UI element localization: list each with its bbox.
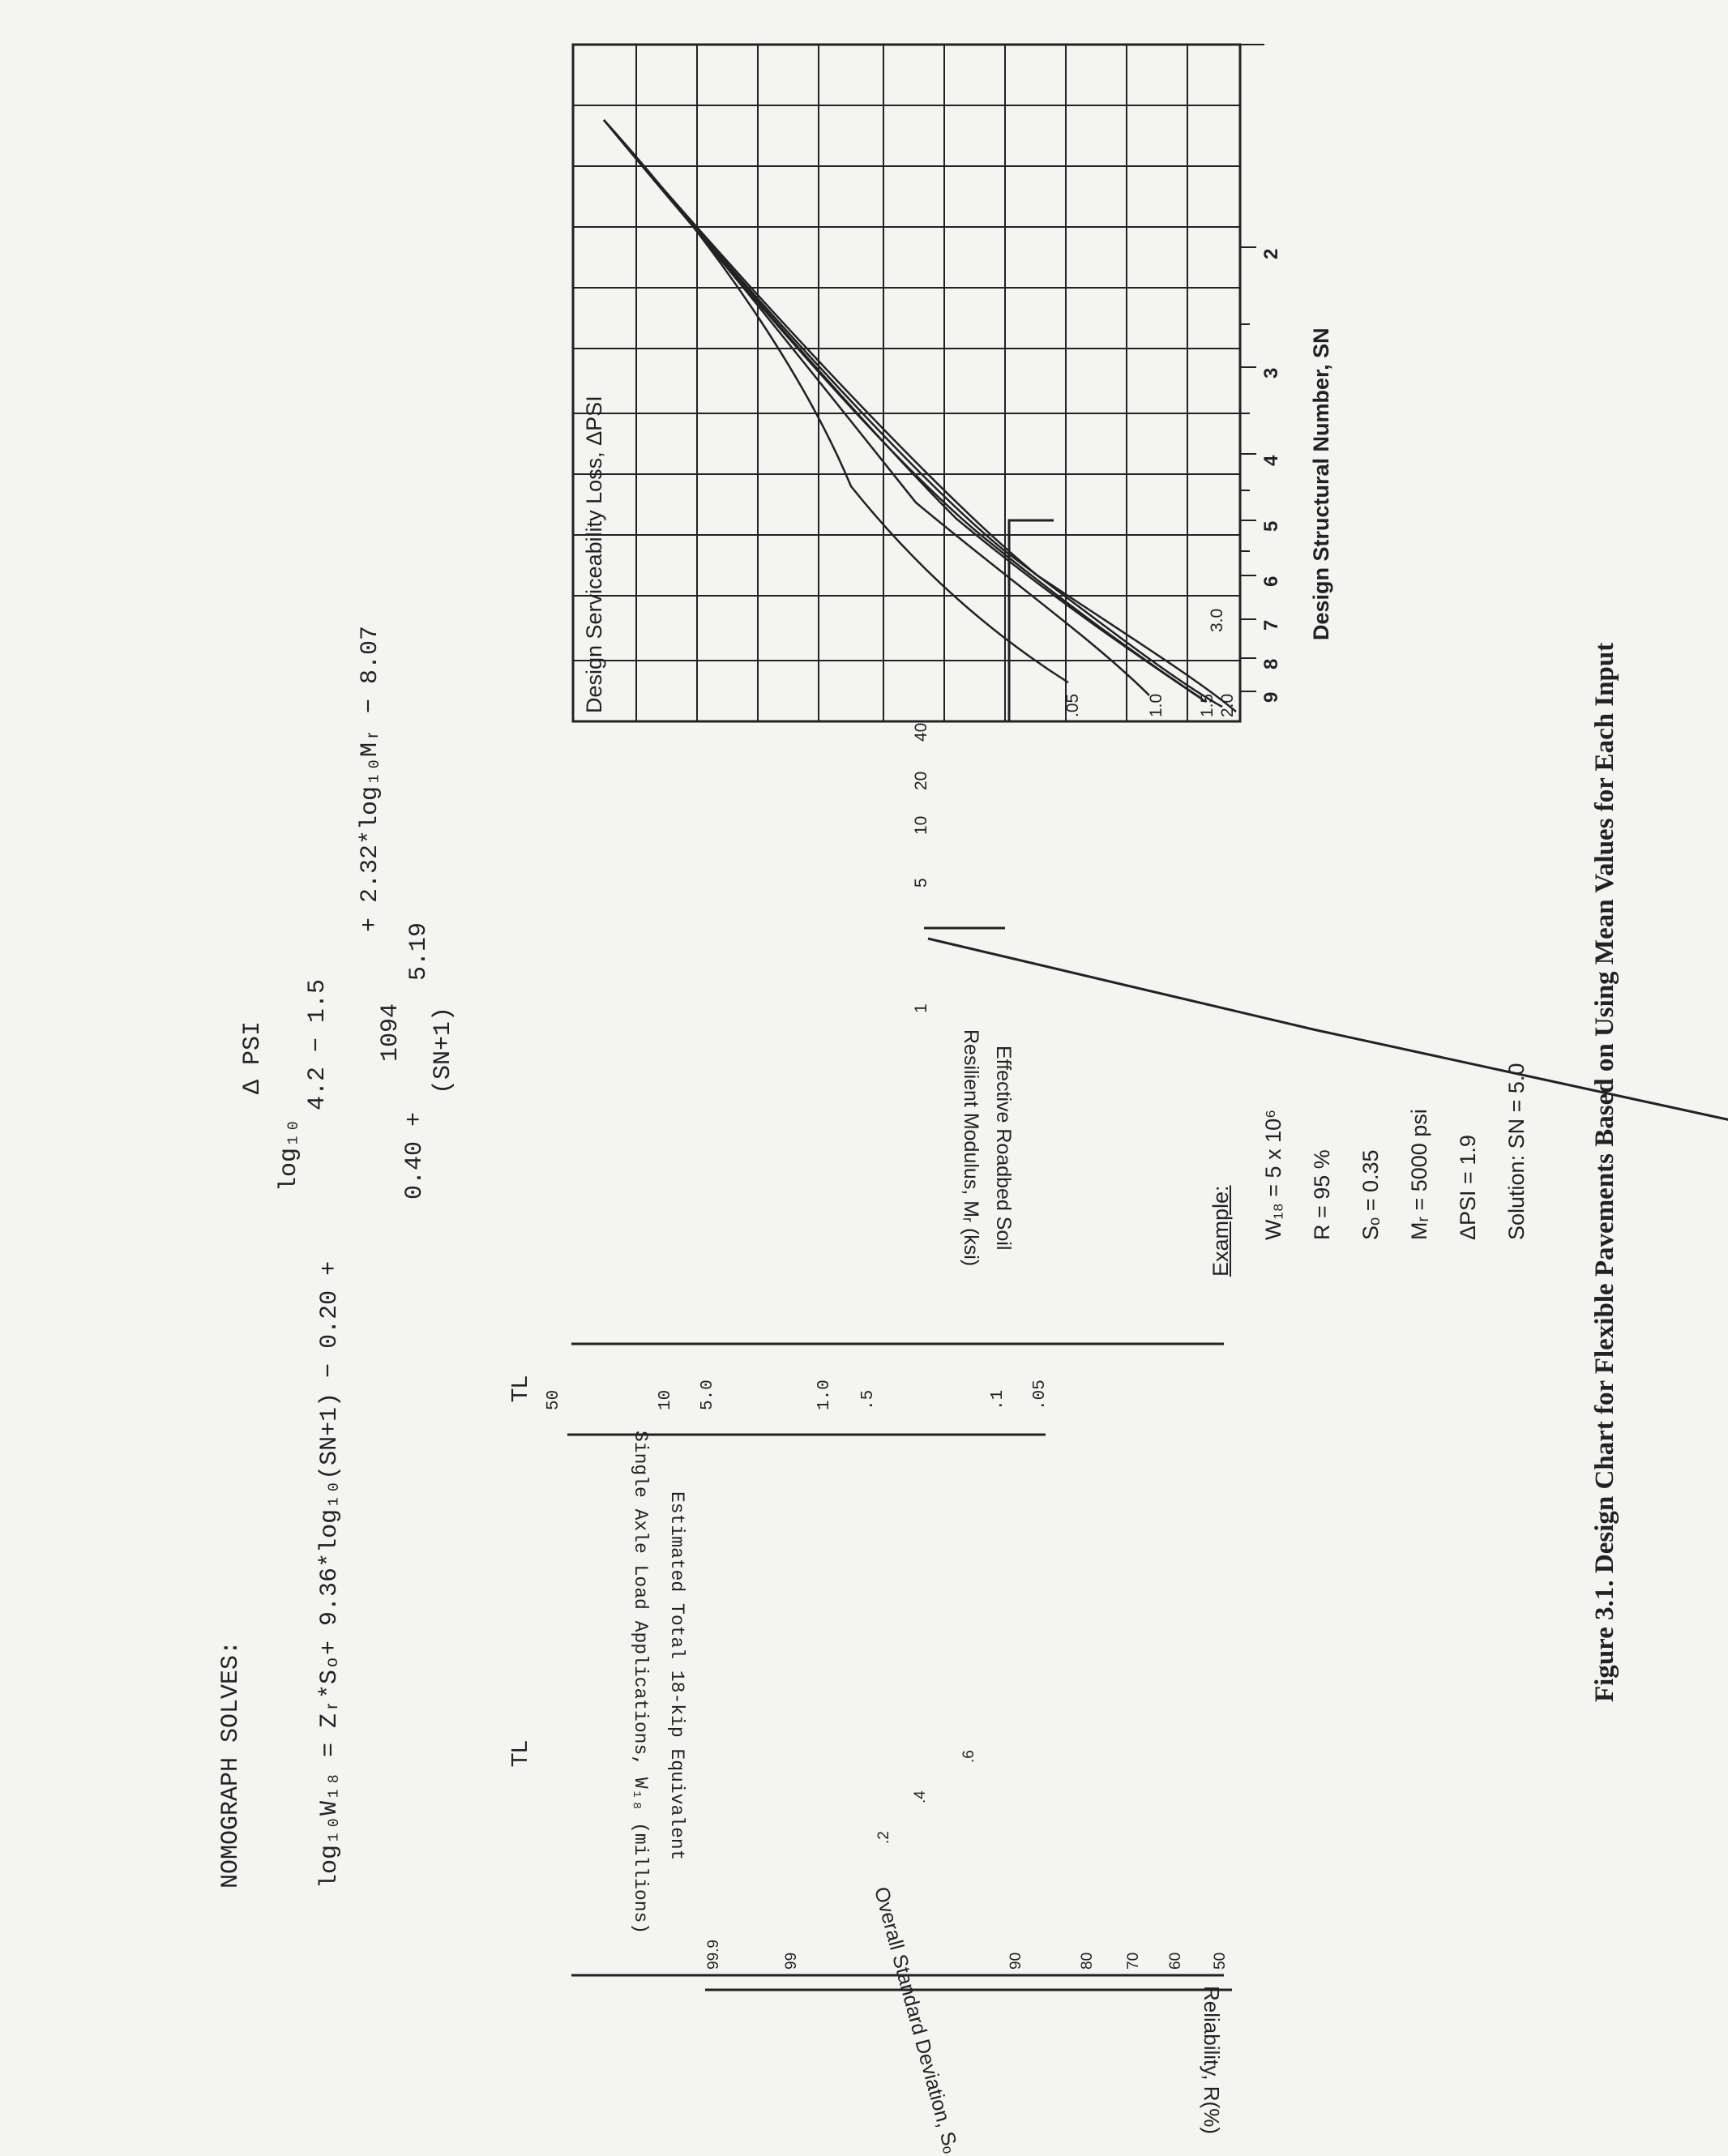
- mr-title-line2: Resilient Modulus, Mᵣ (ksi): [960, 1029, 982, 1267]
- figure-caption: Figure 3.1. Design Chart for Flexible Pavements Based on Using Mean Values for Each Input: [1590, 642, 1619, 1702]
- curve-label-15: 1.5: [1198, 693, 1217, 717]
- tl-label-right: TL: [507, 1375, 532, 1402]
- sn-tick-2: 2: [1260, 248, 1282, 259]
- reliability-tick-90: 90: [1007, 1952, 1024, 1970]
- example-line-w18: W₁₈ = 5 x 10⁶: [1261, 1109, 1285, 1240]
- mr-tick-10: 10: [912, 815, 930, 835]
- curve-extra-1: [604, 120, 1200, 697]
- equation-sn-term: (SN+1): [430, 1006, 457, 1094]
- equation-dpsi-denominator: 4.2 − 1.5: [304, 978, 331, 1110]
- example-solution: Solution: SN = 5.0: [1504, 1063, 1529, 1240]
- dpsi-curves: [604, 120, 1236, 712]
- reliability-tick-60: 60: [1167, 1952, 1184, 1970]
- sn-tick-3: 3: [1260, 367, 1282, 379]
- equation-sn-exponent: 5.19: [405, 922, 433, 981]
- sn-tick-4: 4: [1260, 455, 1282, 466]
- reliability-tick-999: 99.9: [705, 1940, 722, 1970]
- curve-label-20: 2.0: [1218, 693, 1237, 717]
- w18-tick-01: .1: [989, 1389, 1007, 1410]
- sn-axis-label: Design Structural Number, SN: [1309, 327, 1333, 640]
- design-chart-grid: [573, 45, 1240, 721]
- w18-title-line2: Single Axle Load Applications, W₁₈ (millions): [630, 1431, 651, 1935]
- w18-tick-05: .5: [859, 1389, 878, 1410]
- example-line-r: R = 95 %: [1310, 1149, 1334, 1240]
- sn-tick-5: 5: [1260, 520, 1282, 532]
- example-line-dpsi: ΔPSI = 1.9: [1456, 1135, 1480, 1240]
- equation-dpsi-numerator: Δ PSI: [239, 1020, 267, 1094]
- mr-tick-40: 40: [912, 722, 930, 742]
- std-dev-tick-04: .4: [912, 1790, 929, 1803]
- reliability-tick-99: 99: [783, 1952, 800, 1970]
- reliability-tick-80: 80: [1079, 1952, 1096, 1970]
- std-dev-tick-02: .2: [875, 1831, 892, 1844]
- example-line-mr: Mᵣ = 5000 psi: [1407, 1109, 1431, 1240]
- sn-tick-7: 7: [1260, 619, 1282, 631]
- w18-tick-1: 1.0: [815, 1380, 834, 1410]
- curve-dpsi-1-5: [604, 120, 1206, 702]
- equation-heading: NOMOGRAPH SOLVES:: [217, 1640, 245, 1889]
- w18-tick-5: 5.0: [699, 1380, 717, 1410]
- mr-title-line1: Effective Roadbed Soil: [992, 1046, 1015, 1251]
- w18-tick-50: 50: [545, 1389, 563, 1410]
- mr-tick-5: 5: [912, 878, 930, 888]
- w18-title-line1: Estimated Total 18-kip Equivalent: [666, 1491, 687, 1861]
- std-dev-title: Overall Standard Deviation, Sₒ: [869, 1884, 963, 2156]
- equation-frac-denominator: 0.40 +: [401, 1111, 429, 1200]
- curve-label-10: 1.0: [1147, 693, 1166, 717]
- equation-log-prefix: log₁₀: [276, 1118, 303, 1191]
- curve-label-30: 3.0: [1208, 608, 1226, 632]
- curve-label-005: .05: [1063, 693, 1082, 717]
- tl-label-left: TL: [507, 1740, 532, 1767]
- sn-tick-9: 9: [1260, 691, 1282, 703]
- sn-tick-6: 6: [1260, 575, 1282, 587]
- example-line-so: Sₒ = 0.35: [1358, 1149, 1383, 1240]
- mr-tick-1: 1: [912, 1003, 930, 1013]
- w18-tick-005: .05: [1031, 1380, 1050, 1410]
- equation-lhs: log₁₀W₁₈ = Zᵣ*Sₒ+ 9.36*log₁₀(SN+1) − 0.20 +: [316, 1260, 344, 1889]
- mr-tick-20: 20: [912, 771, 930, 790]
- design-chart-title: Design Serviceability Loss, ΔPSI: [582, 396, 606, 713]
- reliability-title: Reliability, R(%): [1200, 1986, 1224, 2134]
- sn-tick-8: 8: [1260, 658, 1282, 669]
- equation-tail: + 2.32*log₁₀Mᵣ − 8.07: [357, 625, 384, 932]
- solution-path: [1009, 520, 1054, 721]
- design-chart-frame: [573, 45, 1240, 721]
- curve-dpsi-3-0: [604, 120, 1236, 712]
- reliability-tick-50: 50: [1212, 1952, 1229, 1970]
- w18-tick-10: 10: [657, 1389, 675, 1410]
- equation-frac-numerator: 1094: [377, 1003, 404, 1062]
- reliability-tick-70: 70: [1125, 1952, 1142, 1970]
- example-heading: Example:: [1208, 1185, 1233, 1277]
- curve-dpsi-1-0: [604, 120, 1149, 695]
- std-dev-tick-06: .6: [960, 1750, 977, 1763]
